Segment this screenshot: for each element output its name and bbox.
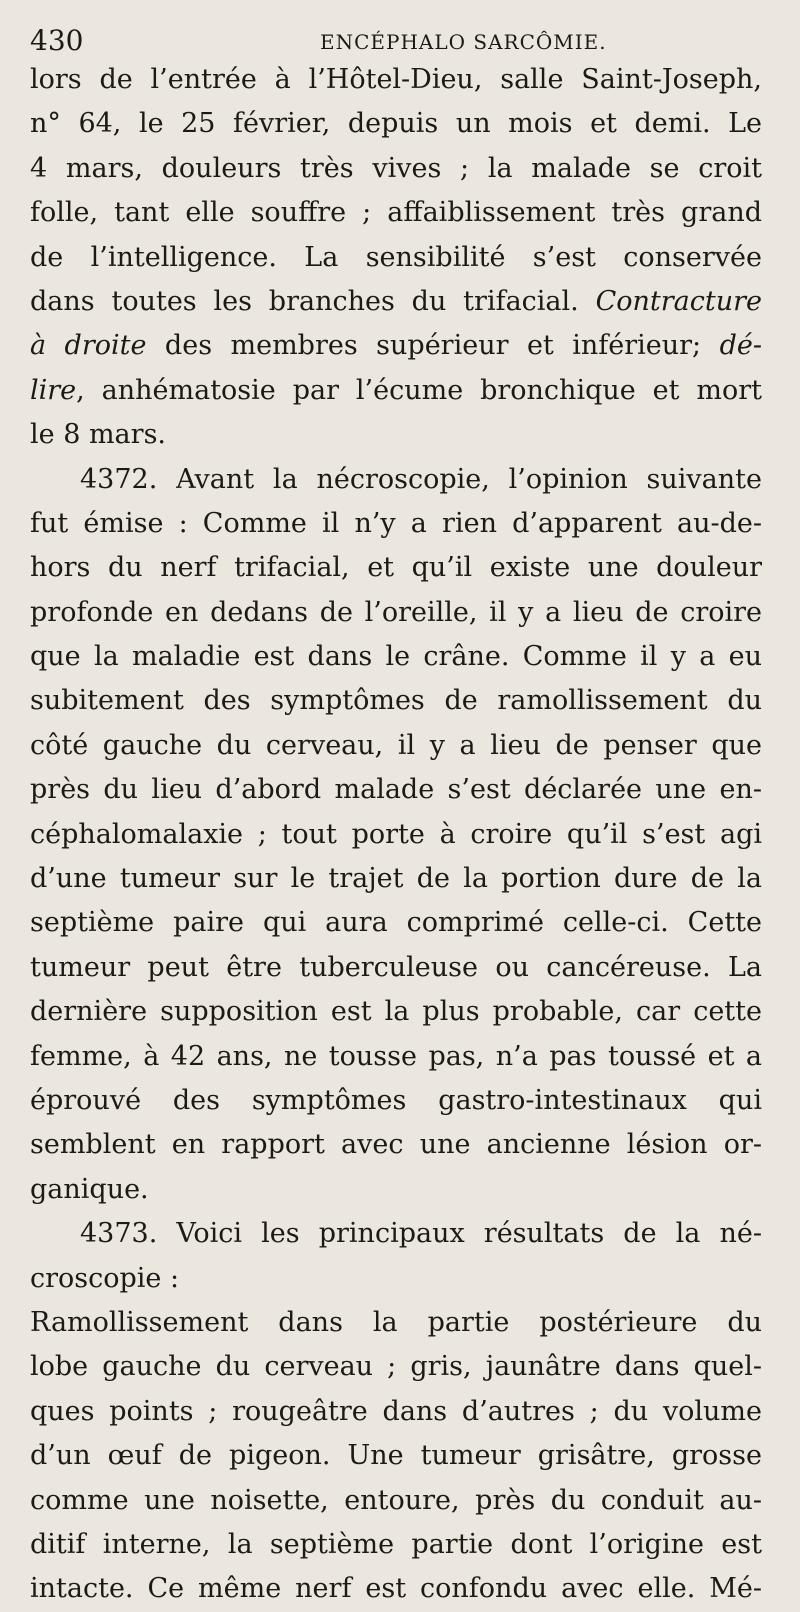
text-line xyxy=(30,591,762,635)
text-run: dernière supposition est la plus probable, car cette xyxy=(30,996,762,1028)
text-line xyxy=(30,458,762,502)
text-line xyxy=(30,901,762,945)
text-run: croscopie : xyxy=(30,1262,180,1294)
text-line xyxy=(30,413,762,457)
text-run: femme, à 42 ans, ne tousse pas, n’a pas toussé et a xyxy=(30,1040,762,1072)
text-run: comme une noisette, entoure, près du conduit au- xyxy=(30,1484,762,1516)
text-run: fut émise : Comme il n’y a rien d’apparent au-de- xyxy=(30,507,762,539)
text-run: ditif interne, la septième partie dont l’origine est xyxy=(30,1528,762,1560)
text-run: lobe gauche du cerveau ; gris, jaunâtre dans quel- xyxy=(30,1351,762,1383)
text-line xyxy=(30,946,762,990)
text-run: folle, tant elle souffre ; affaiblissement très grand xyxy=(30,197,762,229)
page-number: 430 xyxy=(30,24,84,57)
text-run: le 8 mars. xyxy=(30,419,167,451)
text-run: éprouvé des symptômes gastro-intestinaux qui xyxy=(30,1084,762,1116)
text-run: hors du nerf trifacial, et qu’il existe une douleur xyxy=(30,552,762,584)
text-line xyxy=(30,1212,762,1256)
page-header xyxy=(30,20,760,60)
text-line xyxy=(30,724,762,768)
text-line xyxy=(30,1434,762,1478)
text-line xyxy=(30,324,762,368)
text-run: d’un œuf de pigeon. Une tumeur grisâtre, grosse xyxy=(30,1440,762,1472)
running-head: ENCÉPHALO SARCÔMIE. xyxy=(320,30,607,54)
text-run: côté gauche du cerveau, il y a lieu de penser que xyxy=(30,729,762,761)
text-line xyxy=(30,369,762,413)
text-run: n° 64, le 25 février, depuis un mois et demi. Le xyxy=(30,108,762,140)
text-line xyxy=(30,635,762,679)
text-line xyxy=(30,1523,762,1567)
text-run: subitement des symptômes de ramollissement du xyxy=(30,685,762,717)
text-line xyxy=(30,1035,762,1079)
text-run: profonde en dedans de l’oreille, il y a lieu de croire xyxy=(30,596,762,628)
text-line xyxy=(30,768,762,812)
text-run: tumeur peut être tuberculeuse ou cancéreuse. La xyxy=(30,951,762,983)
text-line xyxy=(30,58,762,102)
text-line xyxy=(30,857,762,901)
text-line xyxy=(30,1390,762,1434)
text-run: de l’intelligence. La sensibilité s’est conservée xyxy=(30,241,762,273)
text-line xyxy=(30,502,762,546)
text-line xyxy=(30,1168,762,1212)
text-run: 4 mars, douleurs très vives ; la malade se croit xyxy=(30,152,762,184)
italic-run: dé- xyxy=(719,330,762,362)
text-line xyxy=(30,1479,762,1523)
text-run: que la maladie est dans le crâne. Comme il y a eu xyxy=(30,641,762,673)
text-run: lors de l’entrée à l’Hôtel-Dieu, salle Saint-Joseph, xyxy=(30,64,762,95)
italic-run: lire xyxy=(30,374,77,406)
text-run: intacte. Ce même nerf est confondu avec elle. Mé- xyxy=(30,1573,762,1605)
text-run: près du lieu d’abord malade s’est déclarée une en- xyxy=(30,774,762,806)
text-run: septième paire qui aura comprimé celle-ci. Cette xyxy=(30,907,762,939)
text-run: des membres supérieur et inférieur; xyxy=(146,330,720,362)
text-run: semblent en rapport avec une ancienne lésion or- xyxy=(30,1129,762,1161)
text-line xyxy=(30,546,762,590)
body-text xyxy=(30,58,762,1612)
text-run: ganique. xyxy=(30,1173,149,1205)
text-line xyxy=(30,102,762,146)
text-line xyxy=(30,679,762,723)
text-line xyxy=(30,1123,762,1167)
italic-run: à droite xyxy=(30,330,147,362)
text-line xyxy=(30,1301,762,1345)
text-line xyxy=(30,1345,762,1389)
text-run: ques points ; rougeâtre dans d’autres ; du volume xyxy=(30,1395,762,1427)
text-line xyxy=(30,990,762,1034)
text-line xyxy=(30,147,762,191)
text-line xyxy=(30,1567,762,1611)
text-run: dans toutes les branches du trifacial. xyxy=(30,285,596,317)
text-line xyxy=(30,236,762,280)
text-line xyxy=(30,1079,762,1123)
text-run: , anhématosie par l’écume bronchique et mort xyxy=(76,374,762,406)
text-run: 4373. Voici les principaux résultats de la né- xyxy=(80,1218,762,1250)
text-run: d’une tumeur sur le trajet de la portion dure de la xyxy=(30,863,762,895)
text-line xyxy=(30,813,762,857)
text-line xyxy=(30,280,762,324)
text-run: céphalomalaxie ; tout porte à croire qu’il s’est agi xyxy=(30,818,762,850)
text-run: 4372. Avant la nécroscopie, l’opinion suivante xyxy=(80,463,762,495)
text-line xyxy=(30,191,762,235)
text-line xyxy=(30,1257,762,1301)
text-run: Ramollissement dans la partie postérieure du xyxy=(30,1306,762,1338)
italic-run: Contracture xyxy=(595,285,762,317)
